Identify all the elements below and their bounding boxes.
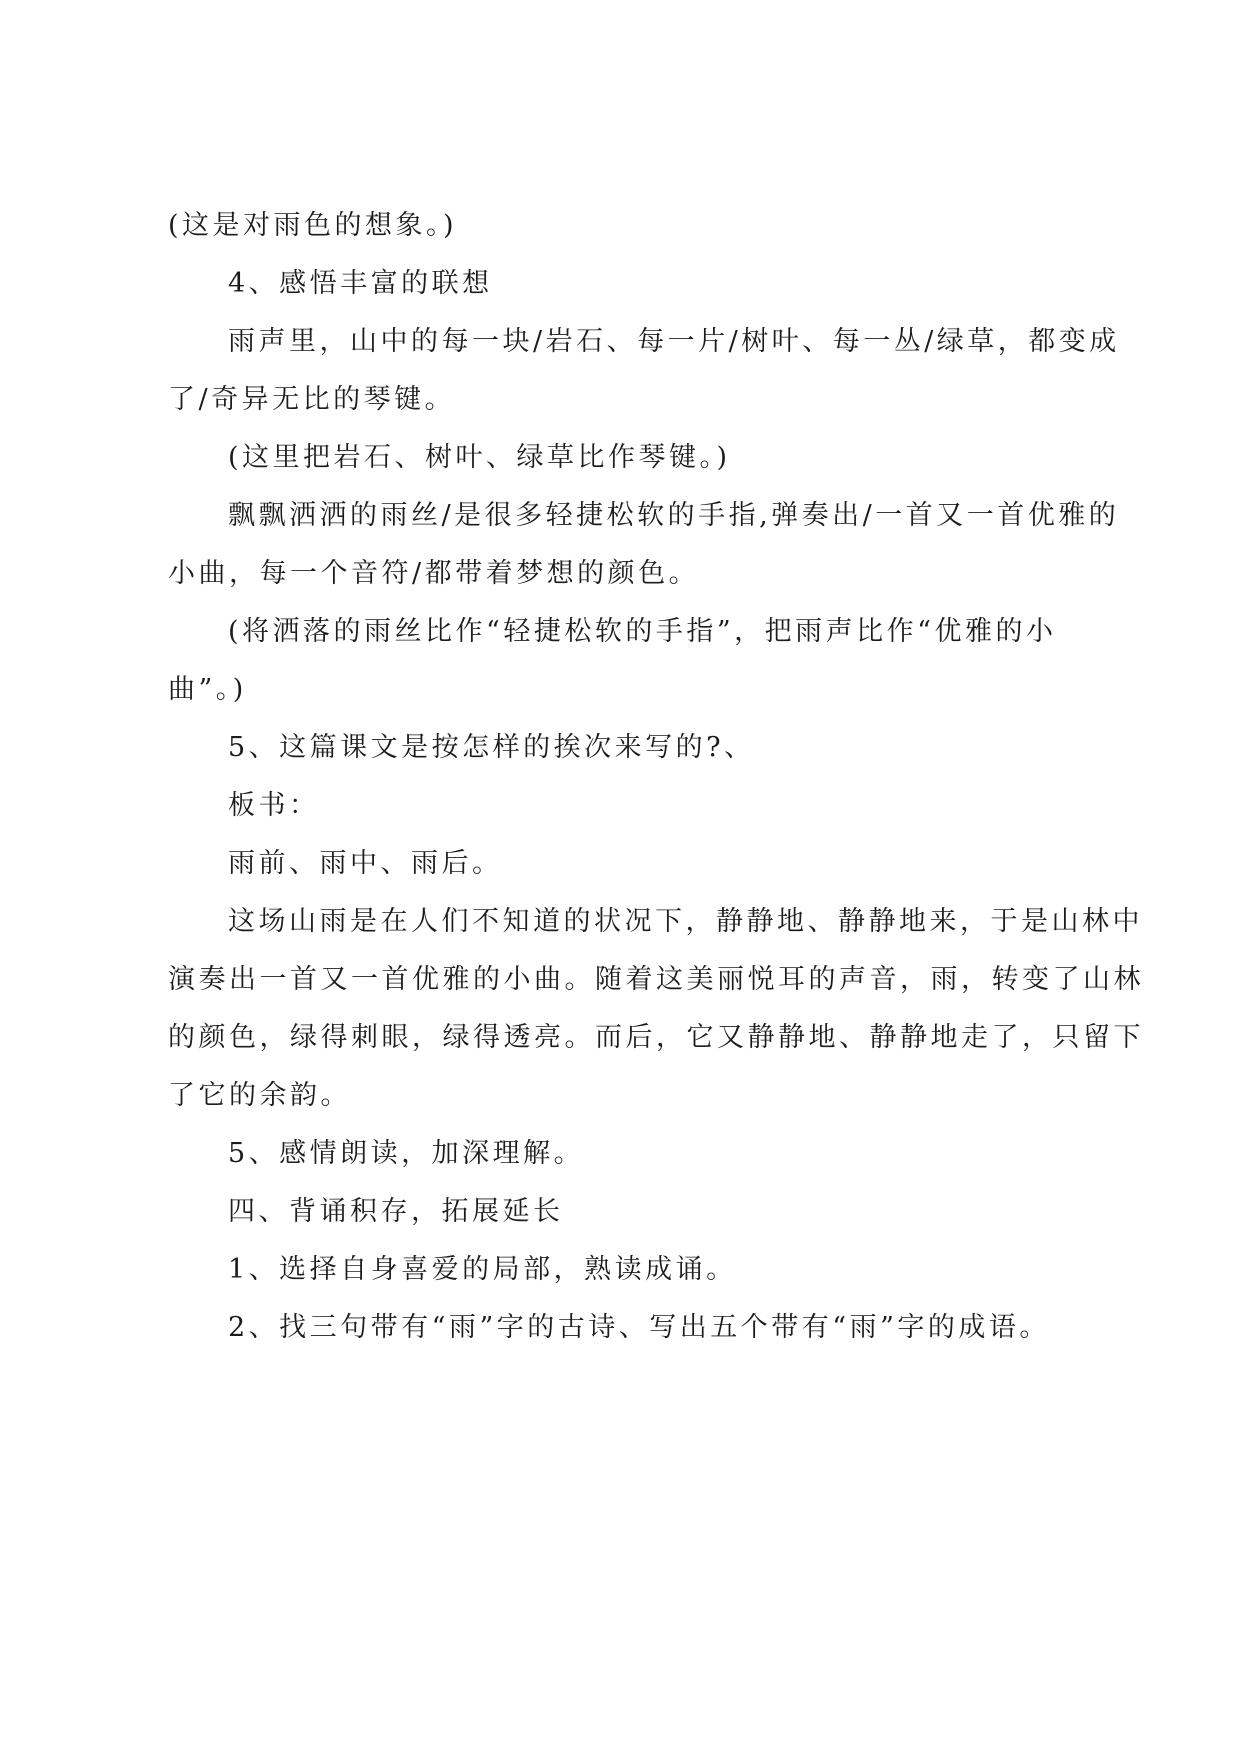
paragraph-line: 小曲，每一个音符/都带着梦想的颜色。	[168, 558, 700, 589]
text-line: (这是对雨色的想象。)	[168, 210, 458, 241]
board-label: 板书：	[228, 790, 320, 821]
section-heading: 5、感情朗读，加深理解。	[228, 1138, 585, 1169]
paragraph-line: 雨声里，山中的每一块/岩石、每一片/树叶、每一丛/绿草，都变成	[228, 326, 1120, 357]
annotation-line: (将洒落的雨丝比作“轻捷松软的手指”，把雨声比作“优雅的小	[228, 616, 1057, 647]
paragraph-line: 了/奇异无比的琴键。	[168, 384, 456, 415]
paragraph-line: 的颜色，绿得刺眼，绿得透亮。而后，它又静静地、静静地走了，只留下	[168, 1022, 1144, 1053]
paragraph-line: 了它的余韵。	[168, 1080, 351, 1111]
annotation-line: 曲”。)	[168, 674, 247, 705]
list-item: 2、找三句带有“雨”字的古诗、写出五个带有“雨”字的成语。	[228, 1312, 1050, 1343]
board-content: 雨前、雨中、雨后。	[228, 848, 503, 879]
list-item: 1、选择自身喜爱的局部，熟读成诵。	[228, 1254, 737, 1285]
paragraph-line: 这场山雨是在人们不知道的状况下，静静地、静静地来，于是山林中	[228, 906, 1143, 937]
paragraph-line: 演奏出一首又一首优雅的小曲。随着这美丽悦耳的声音，雨，转变了山林	[168, 964, 1144, 995]
annotation-line: (这里把岩石、树叶、绿草比作琴键。)	[228, 442, 731, 473]
section-heading: 5、这篇课文是按怎样的挨次来写的?、	[228, 732, 755, 763]
paragraph-line: 飘飘洒洒的雨丝/是很多轻捷松软的手指,弹奏出/一首又一首优雅的	[228, 500, 1120, 531]
section-heading: 4、感悟丰富的联想	[228, 268, 493, 299]
section-heading: 四、背诵积存，拓展延长	[228, 1196, 564, 1227]
